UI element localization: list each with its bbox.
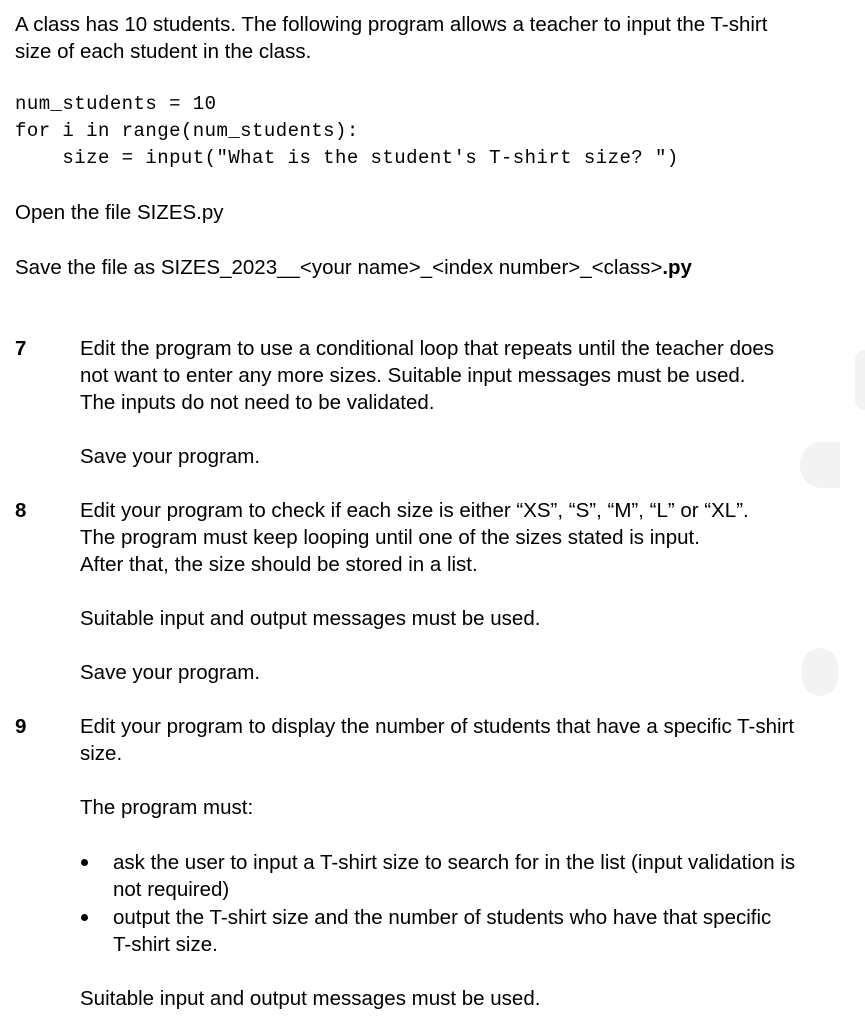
question-9-bullet-1-line-2: not required) xyxy=(113,878,230,901)
intro-line-2: size of each student in the class. xyxy=(15,40,312,63)
question-8-line-1: Edit your program to check if each size is either “XS”, “S”, “M”, “L” or “XL”. xyxy=(80,499,749,522)
question-8-messages: Suitable input and output messages must be used. xyxy=(80,607,541,630)
save-as-extension: .py xyxy=(662,256,692,279)
question-9-must: The program must: xyxy=(80,796,254,819)
question-9-bullet-2-line-1: output the T-shirt size and the number of students who have that specific xyxy=(113,906,772,929)
question-number-8: 8 xyxy=(15,499,27,522)
question-8-save: Save your program. xyxy=(80,661,261,684)
scan-smudge xyxy=(802,648,838,696)
question-7-save: Save your program. xyxy=(80,445,261,468)
question-9-bullet-2-line-2: T-shirt size. xyxy=(113,933,218,956)
save-as-prefix: Save the file as SIZES_2023__<your name>_<index number>_<class> xyxy=(15,256,663,279)
question-9-line-1: Edit your program to display the number of students that have a specific T-shirt xyxy=(80,715,795,738)
question-9-bullet-1-line-1: ask the user to input a T-shirt size to search for in the list (input validation is xyxy=(113,851,796,874)
question-8-line-3: After that, the size should be stored in a list. xyxy=(80,553,478,576)
save-as-instruction xyxy=(15,254,692,281)
open-file-instruction: Open the file SIZES.py xyxy=(15,201,224,224)
question-7-line-3: The inputs do not need to be validated. xyxy=(80,391,435,414)
question-number-9: 9 xyxy=(15,715,27,738)
code-line-3: size = input("What is the student's T-shirt size? ") xyxy=(15,147,679,169)
intro-line-1: A class has 10 students. The following program allows a teacher to input the T-shirt xyxy=(15,13,768,36)
code-line-1: num_students = 10 xyxy=(15,93,217,115)
code-line-2: for i in range(num_students): xyxy=(15,120,359,142)
bullet-icon xyxy=(81,914,88,921)
question-9-messages: Suitable input and output messages must be used. xyxy=(80,987,541,1010)
question-number-7: 7 xyxy=(15,337,27,360)
scan-smudge xyxy=(800,442,840,488)
question-8-line-2: The program must keep looping until one of the sizes stated is input. xyxy=(80,526,700,549)
scan-smudge xyxy=(855,350,865,410)
question-7-line-1: Edit the program to use a conditional loop that repeats until the teacher does xyxy=(80,337,775,360)
question-7-line-2: not want to enter any more sizes. Suitable input messages must be used. xyxy=(80,364,746,387)
question-9-line-2: size. xyxy=(80,742,123,765)
bullet-icon xyxy=(81,859,88,866)
